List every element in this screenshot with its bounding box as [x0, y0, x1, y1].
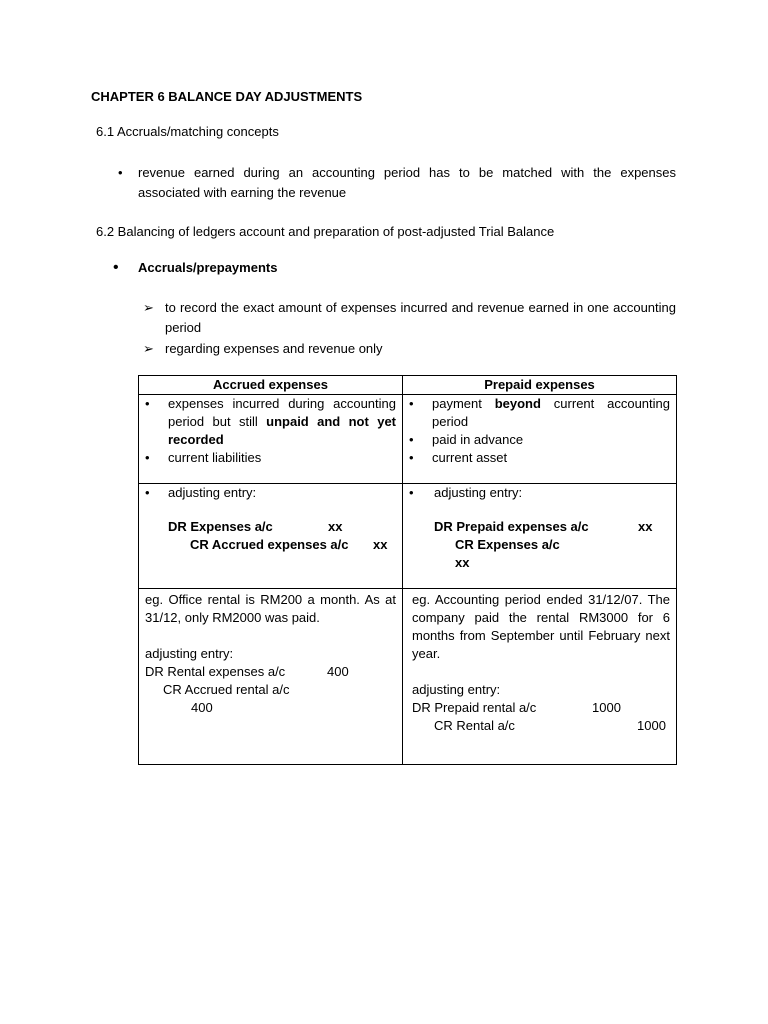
prepaid-definition-cell — [403, 395, 677, 484]
bullet-icon: • — [409, 396, 414, 411]
section-6-1-heading: 6.1 Accruals/matching concepts — [96, 124, 279, 139]
list-item — [403, 395, 676, 431]
dr-amount: xx — [328, 519, 343, 534]
example-adjusting-label: adjusting entry: — [412, 682, 501, 697]
example-dr-entry: DR Rental expenses a/c — [145, 664, 286, 679]
arrow-icon: ➢ — [143, 300, 154, 315]
list-item — [139, 449, 402, 467]
example-text: eg. Office rental is RM200 a month. As at 31/12, only RM2000 was paid. — [145, 592, 396, 625]
cr-amount: xx — [373, 537, 388, 552]
example-dr-entry: DR Prepaid rental a/c — [412, 700, 537, 715]
example-adjusting-label: adjusting entry: — [145, 646, 234, 661]
example-text: eg. Accounting period ended 31/12/07. The company paid the rental RM3000 for 6 months from September until February next year. — [412, 592, 670, 661]
bullet-icon: • — [145, 485, 150, 500]
item-text: paid in advance — [432, 432, 524, 447]
cr-amount: xx — [455, 555, 470, 570]
table-row-definitions — [139, 395, 677, 484]
header-prepaid: Prepaid expenses — [403, 376, 677, 395]
section-6-2-heading: 6.2 Balancing of ledgers account and preparation of post-adjusted Trial Balance — [96, 224, 555, 239]
bullet-icon: • — [409, 450, 414, 465]
chapter-title: CHAPTER 6 BALANCE DAY ADJUSTMENTS — [91, 89, 363, 104]
accrued-example-cell — [139, 589, 403, 765]
example-cr-entry: CR Rental a/c — [434, 718, 515, 733]
list-item — [403, 431, 676, 449]
item-text: current liabilities — [168, 450, 262, 465]
example-cr-amount: 1000 — [637, 718, 666, 733]
arrow-icon: ➢ — [143, 341, 154, 356]
bullet-text: revenue earned during an accounting period has to be matched with the expenses associated with earning the revenue — [138, 165, 676, 200]
adjusting-label: adjusting entry: — [434, 485, 523, 500]
item-text: payment — [432, 396, 495, 411]
bullet-icon: • — [118, 165, 123, 180]
bullet-icon: • — [409, 432, 414, 447]
table-row-adjusting — [139, 484, 677, 589]
example-cr-entry: CR Accrued rental a/c — [163, 682, 290, 697]
prepaid-example-cell — [403, 589, 677, 765]
arrow-text: to record the exact amount of expenses incurred and revenue earned in one accounting period — [165, 300, 676, 335]
dr-entry: DR Prepaid expenses a/c — [434, 519, 589, 534]
dr-entry: DR Expenses a/c — [168, 519, 273, 534]
accrued-definition-cell — [139, 395, 403, 484]
item-text: current accounting period — [432, 396, 670, 429]
table-row-examples — [139, 589, 677, 765]
arrow-text: regarding expenses and revenue only — [165, 341, 383, 356]
list-item — [139, 395, 402, 449]
bullet-icon: • — [409, 485, 414, 500]
bullet-icon: • — [145, 396, 150, 411]
bullet-icon: • — [145, 450, 150, 465]
adjustments-table — [138, 375, 677, 765]
list-item — [403, 449, 676, 467]
dr-amount: xx — [638, 519, 653, 534]
example-cr-amount: 400 — [191, 700, 213, 715]
section-6-1-bullet — [118, 163, 676, 203]
arrow-item-2 — [143, 339, 676, 359]
adjusting-label: adjusting entry: — [168, 485, 257, 500]
table-header-row — [139, 376, 677, 395]
item-bold-text: beyond — [494, 396, 541, 411]
bullet-icon: • — [113, 259, 119, 276]
arrow-item-1 — [143, 298, 676, 338]
cr-entry: CR Expenses a/c — [455, 537, 560, 552]
accrued-adjusting-cell — [139, 484, 403, 589]
bullet-heading: Accruals/prepayments — [138, 260, 278, 275]
item-bold-text: unpaid and not yet recorded — [168, 414, 396, 447]
cr-entry: CR Accrued expenses a/c — [190, 537, 349, 552]
example-dr-amount: 1000 — [592, 700, 621, 715]
item-text: current asset — [432, 450, 508, 465]
prepaid-adjusting-cell — [403, 484, 677, 589]
example-dr-amount: 400 — [327, 664, 349, 679]
header-accrued: Accrued expenses — [139, 376, 403, 395]
item-text: expenses incurred during accounting period but still — [168, 396, 396, 429]
